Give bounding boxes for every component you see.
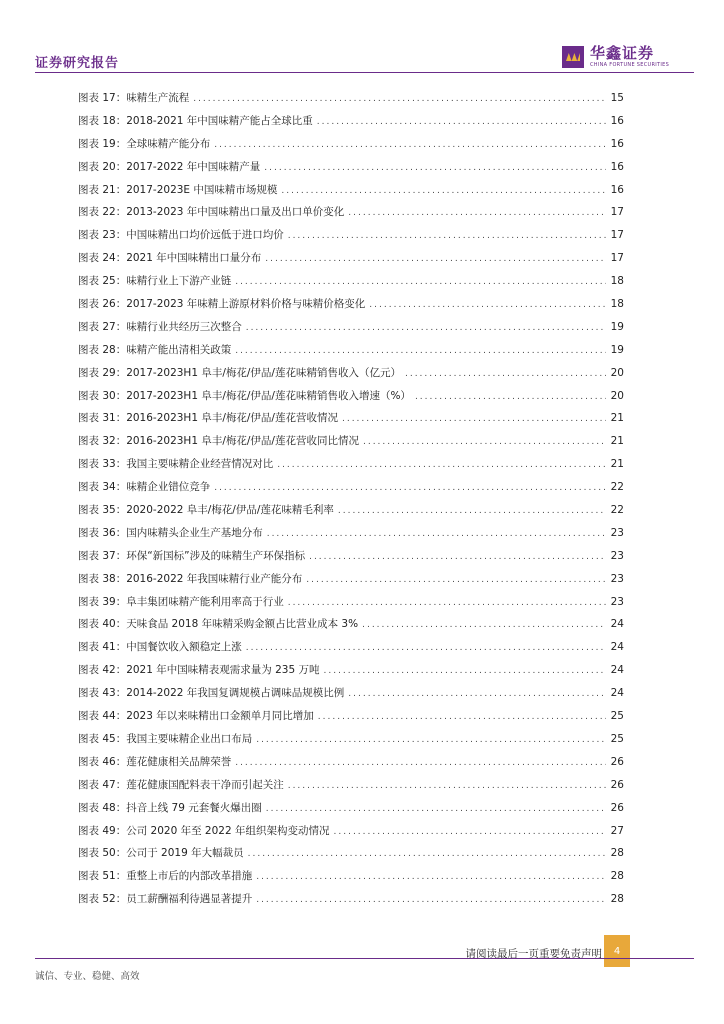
toc-leader-dots xyxy=(318,712,606,722)
logo-name-en: CHINA FORTUNE SECURITIES xyxy=(590,62,670,68)
report-type-label: 证券研究报告 xyxy=(35,56,120,71)
toc-entry-label: 图表 23：中国味精出口均价远低于进口均价 xyxy=(78,229,284,242)
toc-entry-page: 26 xyxy=(610,801,624,814)
toc-entry-page: 28 xyxy=(610,870,624,883)
toc-entry-page: 16 xyxy=(610,137,624,150)
toc-leader-dots xyxy=(405,369,606,379)
toc-entry[interactable] xyxy=(78,388,624,411)
toc-entry-label: 图表 38：2016-2022 年我国味精行业产能分布 xyxy=(78,572,303,585)
toc-entry-page: 23 xyxy=(610,549,624,562)
toc-entry[interactable] xyxy=(78,182,624,205)
toc-leader-dots xyxy=(256,735,606,745)
toc-entry-page: 24 xyxy=(610,664,624,677)
toc-entry-label: 图表 47：莲花健康国配料表干净而引起关注 xyxy=(78,778,284,791)
toc-entry[interactable] xyxy=(78,342,624,365)
toc-leader-dots xyxy=(265,254,606,264)
toc-leader-dots xyxy=(306,575,606,585)
toc-entry[interactable] xyxy=(78,800,624,823)
toc-entry-page: 17 xyxy=(610,229,624,242)
toc-entry-label: 图表 24：2021 年中国味精出口量分布 xyxy=(78,252,262,265)
toc-leader-dots xyxy=(288,598,606,608)
toc-entry-page: 19 xyxy=(610,320,624,333)
toc-entry-label: 图表 41：中国餐饮收入额稳定上涨 xyxy=(78,641,242,654)
toc-entry[interactable] xyxy=(78,113,624,136)
toc-entry[interactable] xyxy=(78,845,624,868)
toc-entry-page: 24 xyxy=(610,618,624,631)
toc-entry[interactable] xyxy=(78,639,624,662)
footer-divider xyxy=(35,958,694,959)
toc-entry[interactable] xyxy=(78,227,624,250)
toc-entry-label: 图表 51：重整上市后的内部改革措施 xyxy=(78,870,253,883)
toc-entry-label: 图表 27：味精行业共经历三次整合 xyxy=(78,320,242,333)
toc-entry-page: 28 xyxy=(610,893,624,906)
toc-entry[interactable] xyxy=(78,731,624,754)
toc-entry-page: 26 xyxy=(610,755,624,768)
toc-entry-page: 16 xyxy=(610,114,624,127)
toc-leader-dots xyxy=(235,758,606,768)
toc-entry[interactable] xyxy=(78,823,624,846)
toc-entry-label: 图表 52：员工薪酬福利待遇显著提升 xyxy=(78,893,253,906)
toc-entry[interactable] xyxy=(78,159,624,182)
footer-motto: 诚信、专业、稳健、高效 xyxy=(35,971,140,982)
toc-entry-label: 图表 22：2013-2023 年中国味精出口量及出口单价变化 xyxy=(78,206,345,219)
toc-leader-dots xyxy=(256,895,606,905)
toc-entry-page: 27 xyxy=(610,824,624,837)
toc-entry-label: 图表 30：2017-2023H1 阜丰/梅花/伊品/莲花味精销售收入增速（%） xyxy=(78,389,411,402)
toc-entry[interactable] xyxy=(78,548,624,571)
toc-entry-label: 图表 42：2021 年中国味精表观需求量为 235 万吨 xyxy=(78,664,320,677)
toc-leader-dots xyxy=(246,643,606,653)
toc-leader-dots xyxy=(348,208,606,218)
toc-entry-page: 24 xyxy=(610,641,624,654)
toc-leader-dots xyxy=(363,437,606,447)
toc-entry[interactable] xyxy=(78,479,624,502)
toc-leader-dots xyxy=(214,140,606,150)
toc-entry-page: 17 xyxy=(610,206,624,219)
page-number: 4 xyxy=(604,935,630,967)
toc-entry[interactable] xyxy=(78,594,624,617)
toc-leader-dots xyxy=(288,231,606,241)
toc-entry-label: 图表 46：莲花健康相关品牌荣誉 xyxy=(78,755,232,768)
toc-leader-dots xyxy=(235,346,606,356)
toc-entry[interactable] xyxy=(78,250,624,273)
company-logo xyxy=(562,46,669,68)
toc-entry[interactable] xyxy=(78,616,624,639)
toc-entry[interactable] xyxy=(78,136,624,159)
toc-entry-page: 18 xyxy=(610,298,624,311)
toc-entry-label: 图表 48：抖音上线 79 元套餐火爆出圈 xyxy=(78,801,262,814)
toc-entry-label: 图表 36：国内味精头企业生产基地分布 xyxy=(78,526,263,539)
toc-leader-dots xyxy=(264,163,606,173)
toc-entry-page: 16 xyxy=(610,160,624,173)
toc-entry-page: 17 xyxy=(610,252,624,265)
toc-entry[interactable] xyxy=(78,319,624,342)
toc-entry[interactable] xyxy=(78,754,624,777)
toc-entry-label: 图表 49：公司 2020 年至 2022 年组织架构变动情况 xyxy=(78,824,330,837)
toc-entry-page: 18 xyxy=(610,275,624,288)
toc-entry-page: 26 xyxy=(610,778,624,791)
toc-entry[interactable] xyxy=(78,891,624,914)
toc-entry[interactable] xyxy=(78,296,624,319)
toc-entry-page: 15 xyxy=(610,92,624,104)
toc-entry-label: 图表 31：2016-2023H1 阜丰/梅花/伊品/莲花营收情况 xyxy=(78,412,338,425)
toc-entry-label: 图表 26：2017-2023 年味精上游原材料价格与味精价格变化 xyxy=(78,298,366,311)
toc-entry-label: 图表 29：2017-2023H1 阜丰/梅花/伊品/莲花味精销售收入（亿元） xyxy=(78,366,401,379)
header-divider xyxy=(35,72,694,73)
toc-leader-dots xyxy=(248,849,606,859)
toc-entry[interactable] xyxy=(78,708,624,731)
toc-entry-page: 23 xyxy=(610,595,624,608)
toc-entry[interactable] xyxy=(78,90,624,113)
toc-entry[interactable] xyxy=(78,868,624,891)
toc-entry-label: 图表 35：2020-2022 阜丰/梅花/伊品/莲花味精毛利率 xyxy=(78,504,334,517)
toc-entry-page: 22 xyxy=(610,504,624,517)
toc-leader-dots xyxy=(415,392,606,402)
toc-entry[interactable] xyxy=(78,571,624,594)
toc-entry[interactable] xyxy=(78,685,624,708)
toc-entry-label: 图表 32：2016-2023H1 阜丰/梅花/伊品/莲花营收同比情况 xyxy=(78,435,359,448)
toc-entry-label: 图表 34：味精企业错位竞争 xyxy=(78,481,211,494)
toc-leader-dots xyxy=(323,666,606,676)
toc-leader-dots xyxy=(281,186,606,196)
toc-entry[interactable] xyxy=(78,502,624,525)
toc-leader-dots xyxy=(338,506,606,516)
toc-entry[interactable] xyxy=(78,365,624,388)
toc-entry-label: 图表 20：2017-2022 年中国味精产量 xyxy=(78,160,261,173)
toc-entry-page: 20 xyxy=(610,389,624,402)
toc-entry-label: 图表 50：公司于 2019 年大幅裁员 xyxy=(78,847,244,860)
toc-leader-dots xyxy=(267,529,606,539)
toc-leader-dots xyxy=(309,552,606,562)
toc-entry-label: 图表 18：2018-2021 年中国味精产能占全球比重 xyxy=(78,114,313,127)
toc-entry[interactable] xyxy=(78,273,624,296)
toc-entry-page: 19 xyxy=(610,343,624,356)
toc-leader-dots xyxy=(362,620,606,630)
toc-entry-label: 图表 45：我国主要味精企业出口布局 xyxy=(78,732,253,745)
toc-leader-dots xyxy=(334,827,607,837)
toc-entry[interactable] xyxy=(78,410,624,433)
table-of-figures xyxy=(78,90,624,914)
toc-entry[interactable] xyxy=(78,662,624,685)
toc-leader-dots xyxy=(235,277,606,287)
toc-leader-dots xyxy=(317,117,606,127)
toc-leader-dots xyxy=(348,689,606,699)
logo-icon xyxy=(562,46,584,68)
toc-entry-page: 21 xyxy=(610,458,624,471)
toc-leader-dots xyxy=(288,781,606,791)
toc-entry-page: 23 xyxy=(610,572,624,585)
disclaimer-note: 请阅读最后一页重要免责声明 xyxy=(465,948,602,960)
toc-entry-label: 图表 19：全球味精产能分布 xyxy=(78,137,211,150)
toc-entry-label: 图表 39：阜丰集团味精产能利用率高于行业 xyxy=(78,595,284,608)
toc-leader-dots xyxy=(342,414,606,424)
toc-entry-page: 21 xyxy=(610,412,624,425)
toc-entry-label: 图表 37：环保“新国标”涉及的味精生产环保指标 xyxy=(78,549,306,562)
toc-entry-page: 25 xyxy=(610,732,624,745)
toc-entry-page: 22 xyxy=(610,481,624,494)
toc-leader-dots xyxy=(369,300,606,310)
toc-entry-page: 28 xyxy=(610,847,624,860)
toc-entry-label: 图表 40：天味食品 2018 年味精采购金额占比营业成本 3% xyxy=(78,618,359,631)
toc-entry-page: 25 xyxy=(610,710,624,723)
toc-entry-page: 24 xyxy=(610,687,624,700)
toc-leader-dots xyxy=(193,94,606,104)
toc-entry-page: 20 xyxy=(610,366,624,379)
toc-entry[interactable] xyxy=(78,433,624,456)
toc-entry-label: 图表 33：我国主要味精企业经营情况对比 xyxy=(78,458,274,471)
toc-entry[interactable] xyxy=(78,525,624,548)
toc-entry-label: 图表 25：味精行业上下游产业链 xyxy=(78,275,232,288)
toc-entry-page: 16 xyxy=(610,183,624,196)
toc-entry-page: 21 xyxy=(610,435,624,448)
toc-entry-label: 图表 44：2023 年以来味精出口金额单月同比增加 xyxy=(78,710,314,723)
toc-entry[interactable] xyxy=(78,777,624,800)
toc-leader-dots xyxy=(266,804,606,814)
toc-leader-dots xyxy=(277,460,606,470)
toc-leader-dots xyxy=(256,872,606,882)
toc-entry-label: 图表 17：味精生产流程 xyxy=(78,92,190,104)
toc-entry-page: 23 xyxy=(610,526,624,539)
toc-entry[interactable] xyxy=(78,456,624,479)
toc-entry-label: 图表 21：2017-2023E 中国味精市场规模 xyxy=(78,183,278,196)
logo-name-cn: 华鑫证券 xyxy=(590,44,655,62)
toc-entry-label: 图表 28：味精产能出清相关政策 xyxy=(78,343,232,356)
toc-entry[interactable] xyxy=(78,204,624,227)
toc-leader-dots xyxy=(214,483,606,493)
toc-leader-dots xyxy=(246,323,606,333)
toc-entry-label: 图表 43：2014-2022 年我国复调规模占调味品规模比例 xyxy=(78,687,345,700)
